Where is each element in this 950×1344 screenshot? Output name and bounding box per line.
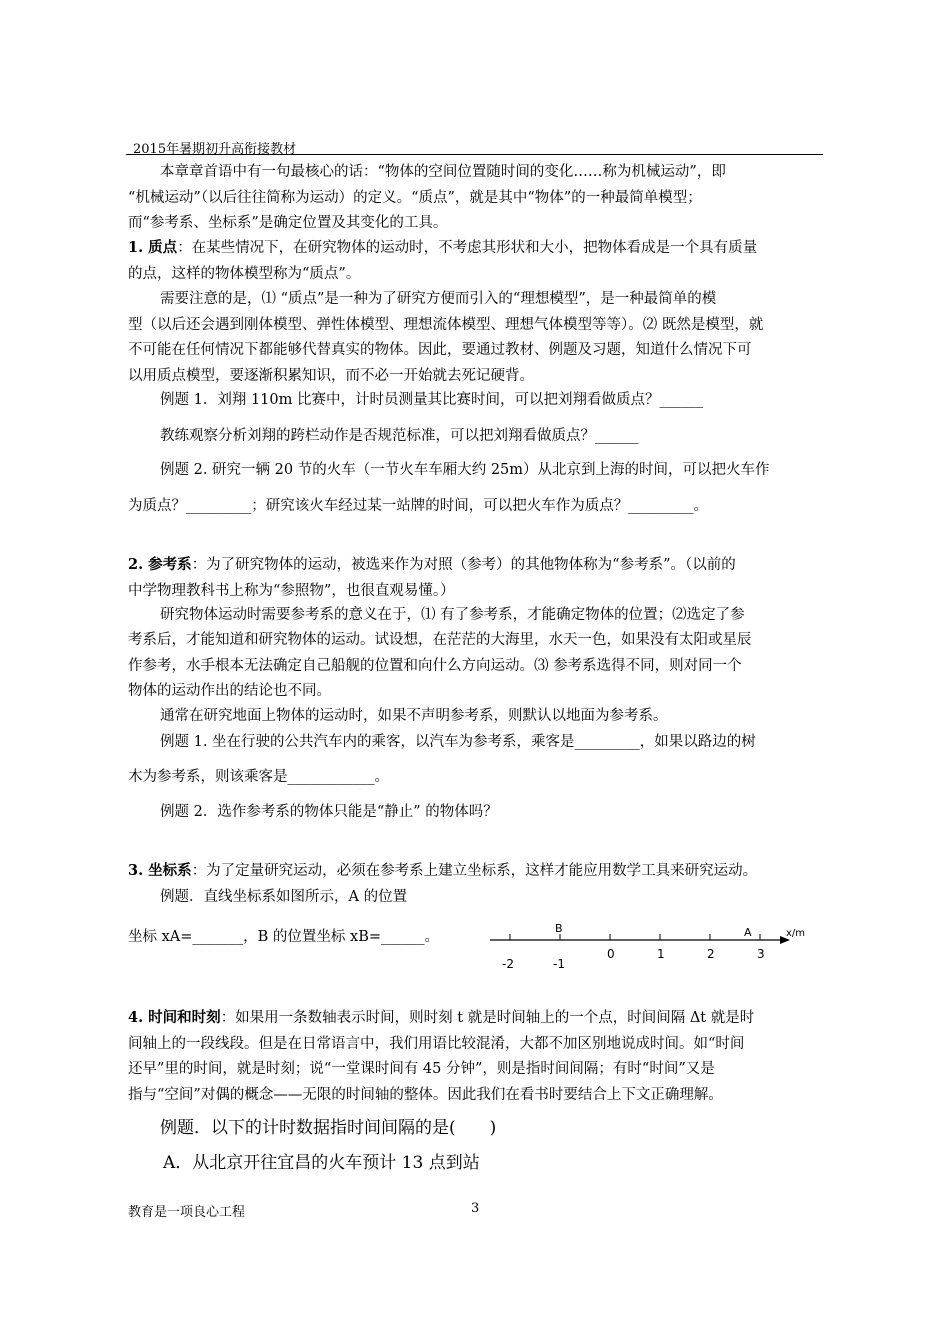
section-2-text: ：为了研究物体的运动，被选来作为对照（参考）的其他物体称为“参考系”。（以前的 — [191, 557, 736, 573]
header-rule — [126, 154, 823, 155]
section-4-line-1 — [128, 1008, 754, 1028]
intro-line-1: 本章章首语中有一句最核心的话：“物体的空间位置随时间的变化……称为机械运动”，即 — [160, 164, 726, 180]
axis-ticks — [510, 934, 760, 940]
section-2-note-1: 研究物体运动时需要参考系的意义在于，⑴ 有了参考系，才能确定物体的位置；⑵选定了参 — [160, 607, 745, 623]
section-1-example-2a: 例题 2. 研究一辆 20 节的火车（一节火车车厢大约 25m）从北京到上海的时间，可以把火车作 — [160, 462, 770, 478]
page-header: 2015年暑期初升高衔接教材 — [133, 142, 297, 157]
tick-label: 1 — [657, 947, 665, 961]
section-3-example-2: 坐标 xA=_______，B 的位置坐标 xB=______。 — [128, 929, 440, 945]
section-1-note-1: 需要注意的是，⑴ “质点”是一种为了研究方便而引入的“理想模型”，是一种最简单的模 — [160, 291, 717, 307]
section-1-example-2b: 为质点？_________；研究该火车经过某一站牌的时间，可以把火车作为质点？_________。 — [128, 498, 708, 514]
section-1-note-4: 以用质点模型，要逐渐积累知识，而不必一开始就去死记硬背。 — [128, 368, 534, 384]
section-3-example-1: 例题．直线坐标系如图所示，A 的位置 — [160, 889, 408, 905]
section-1-note-2: 型（以后还会遇到刚体模型、弹性体模型、理想流体模型、理想气体模型等等）。⑵ 既然是模型，就 — [128, 317, 764, 333]
section-3-heading: 3. 坐标系 — [128, 862, 192, 879]
section-4-text: ：如果用一条数轴表示时间，则时刻 t 就是时间轴上的一个点，时间间隔 Δt 就是时 — [220, 1010, 755, 1026]
section-4-question: 例题．以下的计时数据指时间间隔的是( ) — [160, 1118, 497, 1138]
section-4-heading: 4. 时间和时刻 — [128, 1009, 221, 1026]
section-4-line-2: 间轴上的一段线段。但是在日常语言中，我们用语比较混淆，大都不加区别地说成时间。如“时间 — [128, 1036, 745, 1052]
section-2-note-3: 作参考，水手根本无法确定自己船舰的位置和向什么方向运动。⑶ 参考系选得不同，则对同一个 — [128, 658, 742, 674]
section-2-note-5: 通常在研究地面上物体的运动时，如果不声明参考系，则默认以地面为参考系。 — [160, 708, 668, 724]
section-4-line-4: 指与“空间”对偶的概念——无限的时间轴的整体。因此我们在看书时要结合上下文正确理解。 — [128, 1087, 723, 1103]
section-2-line-1 — [128, 555, 736, 575]
section-2-note-2: 考系后，才能知道和研究物体的运动。试设想，在茫茫的大海里，水天一色，如果没有太阳或星辰 — [128, 632, 752, 648]
point-b-label: B — [555, 922, 563, 935]
section-1-heading: 1. 质点 — [128, 239, 178, 256]
section-2-note-4: 物体的运动作出的结论也不同。 — [128, 683, 331, 699]
section-1-line-2: 的点，这样的物体模型称为“质点”。 — [128, 266, 361, 282]
section-2-heading: 2. 参考系 — [128, 556, 192, 573]
tick-label: -2 — [502, 957, 514, 971]
footer-text: 教育是一项良心工程 — [128, 1205, 246, 1220]
tick-label: -1 — [553, 957, 565, 971]
tick-label: 2 — [707, 947, 715, 961]
section-1-text: ：在某些情况下，在研究物体的运动时，不考虑其形状和大小，把物体看成是一个具有质量 — [177, 240, 758, 256]
section-2-example-1b: 木为参考系，则该乘客是____________。 — [128, 769, 389, 785]
section-3-line-1 — [128, 861, 757, 881]
section-2-line-2: 中学物理教科书上称为“参照物”，也很直观易懂。） — [128, 583, 455, 599]
tick-label: 3 — [757, 947, 765, 961]
section-2-example-2: 例题 2．选作参考系的物体只能是“静止” 的物体吗？ — [160, 804, 498, 820]
tick-label: 0 — [607, 947, 615, 961]
section-1-example-1: 例题 1．刘翔 110m 比赛中，计时员测量其比赛时间，可以把刘翔看做质点？______ — [160, 392, 703, 408]
intro-line-2: “机械运动”（以后往往简称为运动）的定义。“质点”，就是其中“物体”的一种最简单模型； — [128, 190, 702, 206]
section-1-example-1b: 教练观察分析刘翔的跨栏动作是否规范标准，可以把刘翔看做质点？______ — [160, 428, 639, 444]
page-number: 3 — [471, 1201, 480, 1216]
section-2-example-1a: 例题 1. 坐在行驶的公共汽车内的乘客，以汽车为参考系，乘客是_________，如果以路边的树 — [160, 734, 756, 750]
number-line-diagram — [480, 914, 820, 976]
section-3-text: ：为了定量研究运动，必须在参考系上建立坐标系，这样才能应用数学工具来研究运动。 — [191, 863, 758, 879]
point-a-label: A — [744, 926, 752, 939]
axis-unit-label: x/m — [786, 928, 806, 939]
intro-line-3: 而“参考系、坐标系”是确定位置及其变化的工具。 — [128, 215, 448, 231]
section-4-option-a: A．从北京开往宜昌的火车预计 13 点到站 — [163, 1153, 480, 1173]
section-1-line-1 — [128, 238, 757, 258]
section-4-line-3: 还早”里的时间，就是时刻；说“一堂课时间有 45 分钟”，则是指时间间隔；有时“时间”又是 — [128, 1061, 715, 1077]
section-1-note-3: 不可能在任何情况下都能够代替真实的物体。因此，要通过教材、例题及习题，知道什么情况下可 — [128, 342, 752, 358]
